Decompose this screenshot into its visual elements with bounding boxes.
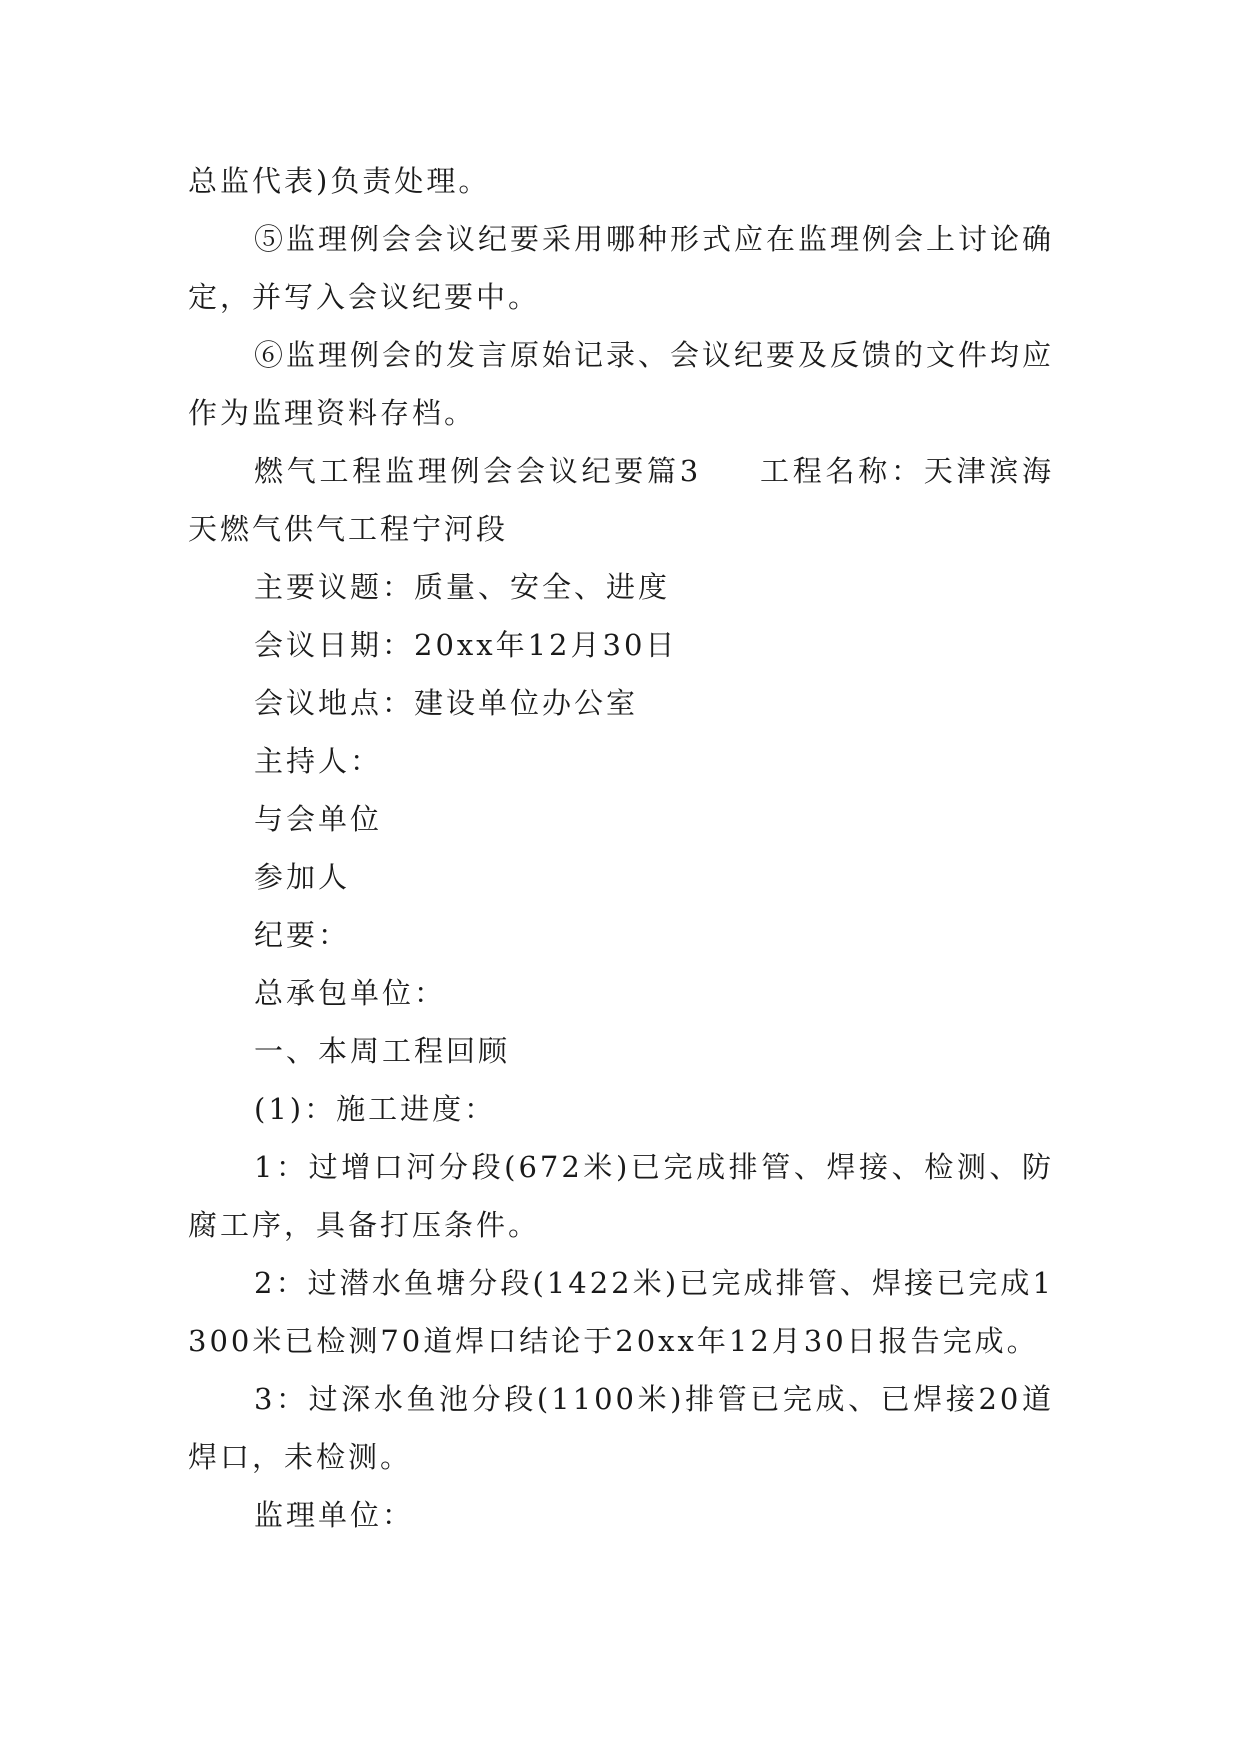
document-page: [188, 152, 1054, 1544]
paragraph-host: 主持人：: [254, 744, 383, 778]
paragraph-section-title: [188, 442, 1054, 558]
paragraph-progress-item-3: 3：过深水鱼池分段(1100米)排管已完成、已焊接20道焊口，未检测。: [188, 1382, 1054, 1474]
paragraph-weekly-review: 一、本周工程回顾: [254, 1034, 511, 1068]
paragraph-participants: 参加人: [254, 860, 351, 894]
paragraph-progress-item-1: 1：过增口河分段(672米)已完成排管、焊接、检测、防腐工序，具备打压条件。: [188, 1150, 1054, 1242]
paragraph-supervision-unit: 监理单位：: [254, 1498, 415, 1532]
paragraph-construction-progress: (1)：施工进度：: [254, 1092, 497, 1126]
paragraph-item-6: ⑥监理例会的发言原始记录、会议纪要及反馈的文件均应作为监理资料存档。: [188, 338, 1055, 430]
paragraph-item-5: ⑤监理例会会议纪要采用哪种形式应在监理例会上讨论确定，并写入会议纪要中。: [188, 222, 1055, 314]
project-name: 工程名称：天津滨海天燃气供气工程宁河段: [188, 454, 1054, 546]
paragraph-general-contractor: 总承包单位：: [254, 976, 447, 1010]
paragraph-minutes: 纪要：: [254, 918, 351, 952]
paragraph-main-topic: 主要议题：质量、安全、进度: [254, 570, 671, 604]
paragraph-attending-units: 与会单位: [254, 802, 383, 836]
paragraph-meeting-location: 会议地点：建设单位办公室: [254, 686, 639, 720]
paragraph-progress-item-2: 2：过潜水鱼塘分段(1422米)已完成排管、焊接已完成1300米已检测70道焊口结论于20xx年12月30日报告完成。: [188, 1266, 1054, 1358]
section-title: 燃气工程监理例会会议纪要篇3: [254, 454, 702, 488]
paragraph-continuation: 总监代表)负责处理。: [188, 164, 491, 198]
paragraph-meeting-date: 会议日期：20xx年12月30日: [254, 628, 678, 662]
